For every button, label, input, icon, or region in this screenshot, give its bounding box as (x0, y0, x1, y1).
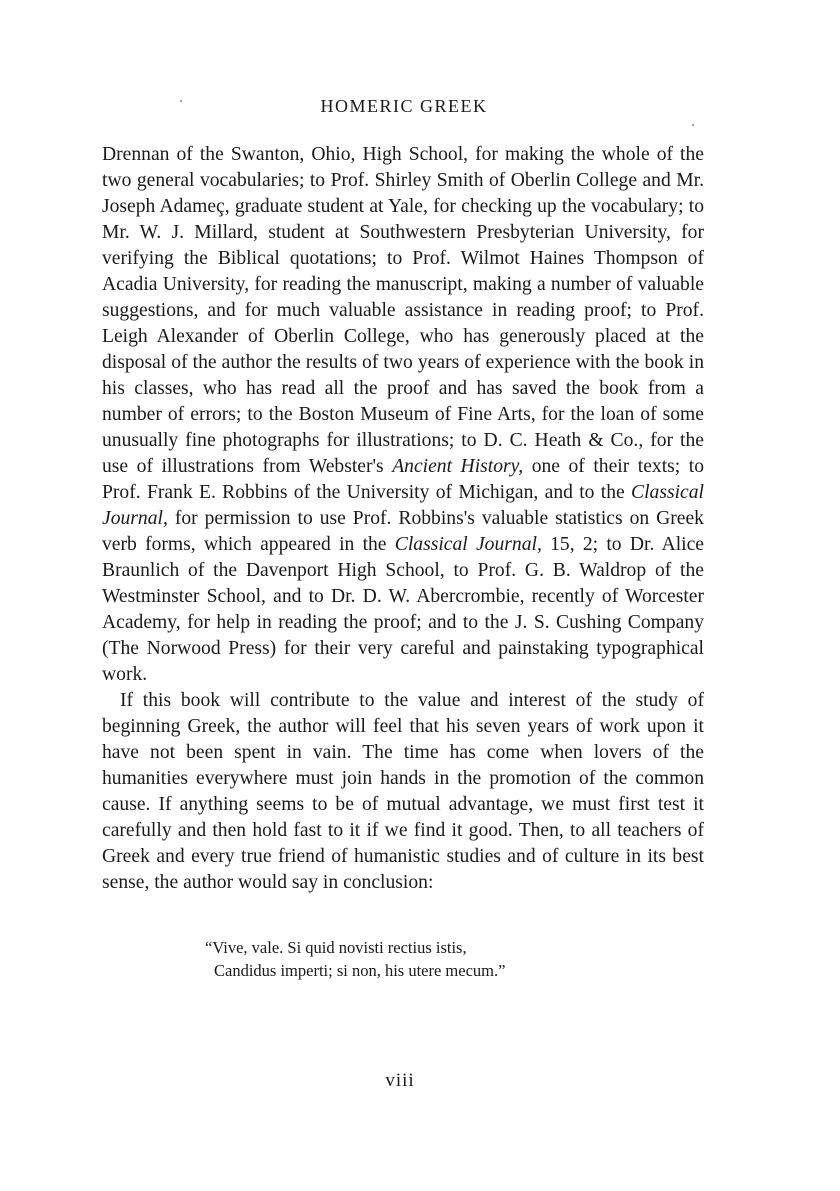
running-head: HOMERIC GREEK (320, 96, 488, 116)
latin-quotation (205, 936, 645, 982)
paragraph-text: Drennan of the Swanton, Ohio, High School, for making the whole of the two general vocabularies; to Prof. Shirley Smith of Oberlin College and Mr. Joseph Adameç, graduate student at Yale, for checking up the vocabulary; to Mr. W. J. Millard, student at Southwestern Presbyterian University, for verifying the Biblical quotations; to Prof. Wilmot Haines Thompson of Acadia University, for reading the manuscript, making a number of valuable suggestions, and for much valuable assistance in reading proof; to Prof. Leigh Alexander of Oberlin College, who has generously placed at the disposal of the author the results of two years of experience with the book in his classes, who has read all the proof and has saved the book from a number of errors; to the Boston Museum of Fine Arts, for the loan of some unusually fine photographs for illustrations; to D. C. Heath & Co., for the use of illustrations from Webster's (102, 144, 704, 477)
paragraph-acknowledgements (102, 142, 704, 688)
paragraph-text: for permission to use Prof. Robbins's valuable statistics on Greek verb forms, which appeared in the (102, 508, 704, 555)
quotation-line: Candidus imperti; si non, his utere mecum.” (214, 961, 506, 980)
body-text (102, 142, 704, 896)
italic-title: Ancient History, (392, 456, 524, 477)
italic-title: Classical Journal, (102, 482, 704, 529)
paragraph-conclusion: If this book will contribute to the value and interest of the study of beginning Greek, the author will feel that his seven years of work upon it have not been spent in vain. The time has come when lovers of the humanities everywhere must join hands in the promotion of the common cause. If anything seems to be of mutual advantage, we must first test it carefully and then hold fast to it if we find it good. Then, to all teachers of Greek and every true friend of humanistic studies and of culture in its best sense, the author would say in conclusion: (102, 690, 704, 893)
paragraph-text: 15, 2; to Dr. Alice Braunlich of the Davenport High School, to Prof. G. B. Waldrop of the Westminster School, and to Dr. D. W. Abercrombie, recently of Worcester Academy, for help in reading the proof; and to the J. S. Cushing Company (The Norwood Press) for their very careful and painstaking typographical work. (102, 534, 704, 685)
quotation-line: “Vive, vale. Si quid novisti rectius istis, (205, 938, 467, 957)
page-number: viii (385, 1070, 415, 1091)
italic-title: Classical Journal, (394, 534, 542, 555)
print-speck (692, 124, 694, 126)
paragraph-text: one of their texts; to Prof. Frank E. Robbins of the University of Michigan, and to the (102, 456, 704, 503)
